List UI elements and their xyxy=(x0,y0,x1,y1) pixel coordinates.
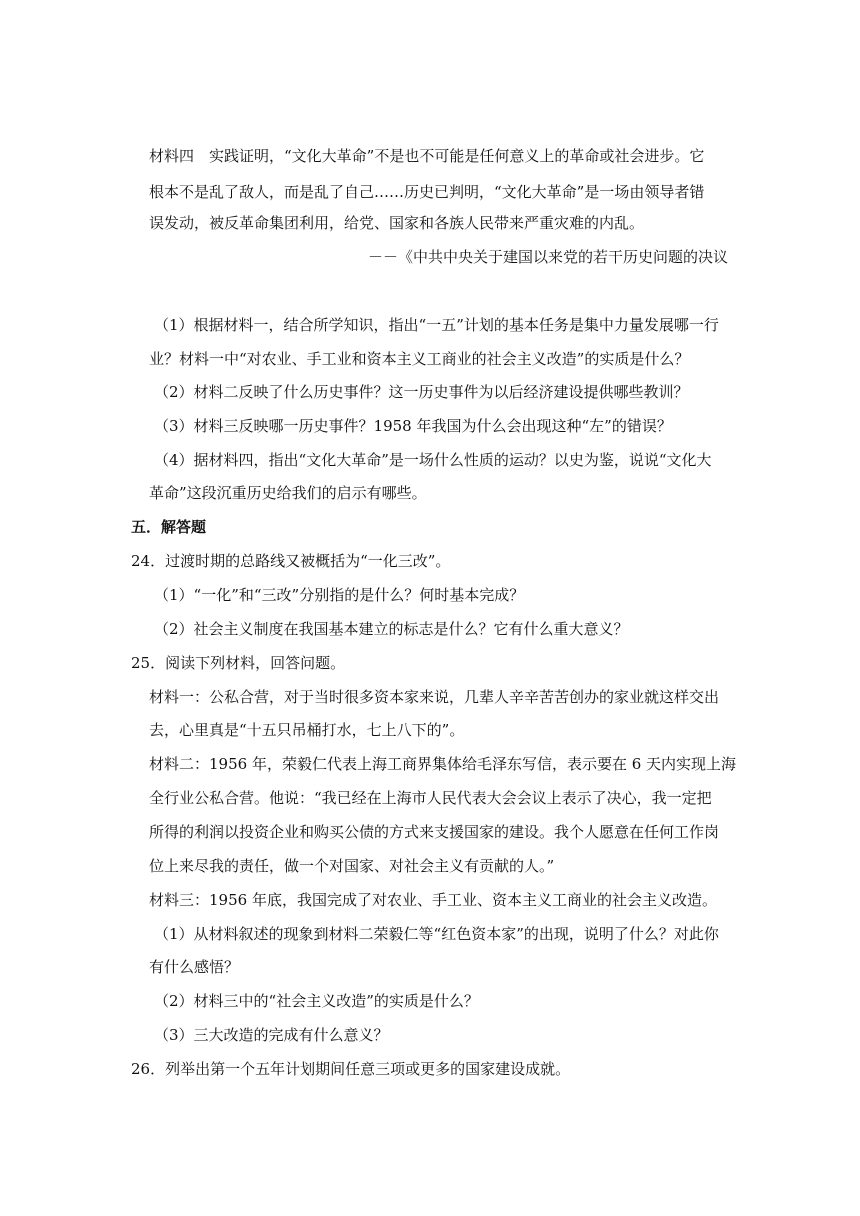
material4-line: 根本不是乱了敌人，而是乱了自己……历史已判明，“文化大革命”是一场由领导者错 xyxy=(149,183,705,201)
q25-line: （2）材料三中的“社会主义改造”的实质是什么？ xyxy=(154,992,479,1010)
q25-line: 位上来尽我的责任，做一个对国家、对社会主义有贡献的人。” xyxy=(149,857,555,875)
q25-line: （1）从材料叙述的现象到材料二荣毅仁等“红色资本家”的出现，说明了什么？对此你 xyxy=(154,925,719,943)
q23-question-line: （1）根据材料一，结合所学知识，指出“一五”计划的基本任务是集中力量发展哪一行 xyxy=(154,316,719,334)
q25-line: 材料三：1956 年底，我国完成了对农业、手工业、资本主义工商业的社会主义改造。 xyxy=(149,891,717,909)
q26-stem: 26．列举出第一个五年计划期间任意三项或更多的国家建设成就。 xyxy=(131,1060,571,1078)
q24-stem: 24．过渡时期的总路线又被概括为“一化三改”。 xyxy=(131,552,451,570)
q24-part: （1）“一化”和“三改”分别指的是什么？何时基本完成？ xyxy=(154,586,525,604)
q25-line: 去，心里真是“十五只吊桶打水，七上八下的”。 xyxy=(149,721,465,739)
q25-line: （3）三大改造的完成有什么意义？ xyxy=(154,1026,389,1044)
q25-line: 所得的利润以投资企业和购买公债的方式来支援国家的建设。我个人愿意在任何工作岗 xyxy=(149,823,720,841)
material4-line: 材料四 实践证明，“文化大革命”不是也不可能是任何意义上的革命或社会进步。它 xyxy=(149,147,705,165)
material4-line: 误发动，被反革命集团利用，给党、国家和各族人民带来严重灾难的内乱。 xyxy=(149,214,645,232)
q23-question-line: （3）材料三反映哪一历史事件？1958 年我国为什么会出现这种“左”的错误？ xyxy=(154,417,672,435)
q23-question-line: 革命”这段沉重历史给我们的启示有哪些。 xyxy=(149,484,427,502)
q25-line: 材料一：公私合营，对于当时很多资本家来说，几辈人辛辛苦苦创办的家业就这样交出 xyxy=(149,688,720,706)
section-title: 五．解答题 xyxy=(131,518,207,536)
q23-question-line: （2）材料二反映了什么历史事件？这一历史事件为以后经济建设提供哪些教训？ xyxy=(154,383,689,401)
q25-line: 有什么感悟？ xyxy=(149,958,240,976)
q24-part: （2）社会主义制度在我国基本建立的标志是什么？它有什么重大意义？ xyxy=(154,620,629,638)
material4-source: －－《中共中央关于建国以来党的若干历史问题的决议 xyxy=(368,248,729,266)
q23-question-line: 业？材料一中“对农业、手工业和资本主义工商业的社会主义改造”的实质是什么？ xyxy=(149,350,690,368)
q25-stem: 25．阅读下列材料，回答问题。 xyxy=(131,654,346,672)
q25-line: 全行业公私合营。他说：“我已经在上海市人民代表大会会议上表示了决心，我一定把 xyxy=(149,789,712,807)
q23-question-line: （4）据材料四，指出“文化大革命”是一场什么性质的运动？以史为鉴，说说“文化大 xyxy=(154,451,712,469)
q25-line: 材料二：1956 年，荣毅仁代表上海工商界集体给毛泽东写信，表示要在 6 天内实现上海 xyxy=(149,755,737,773)
